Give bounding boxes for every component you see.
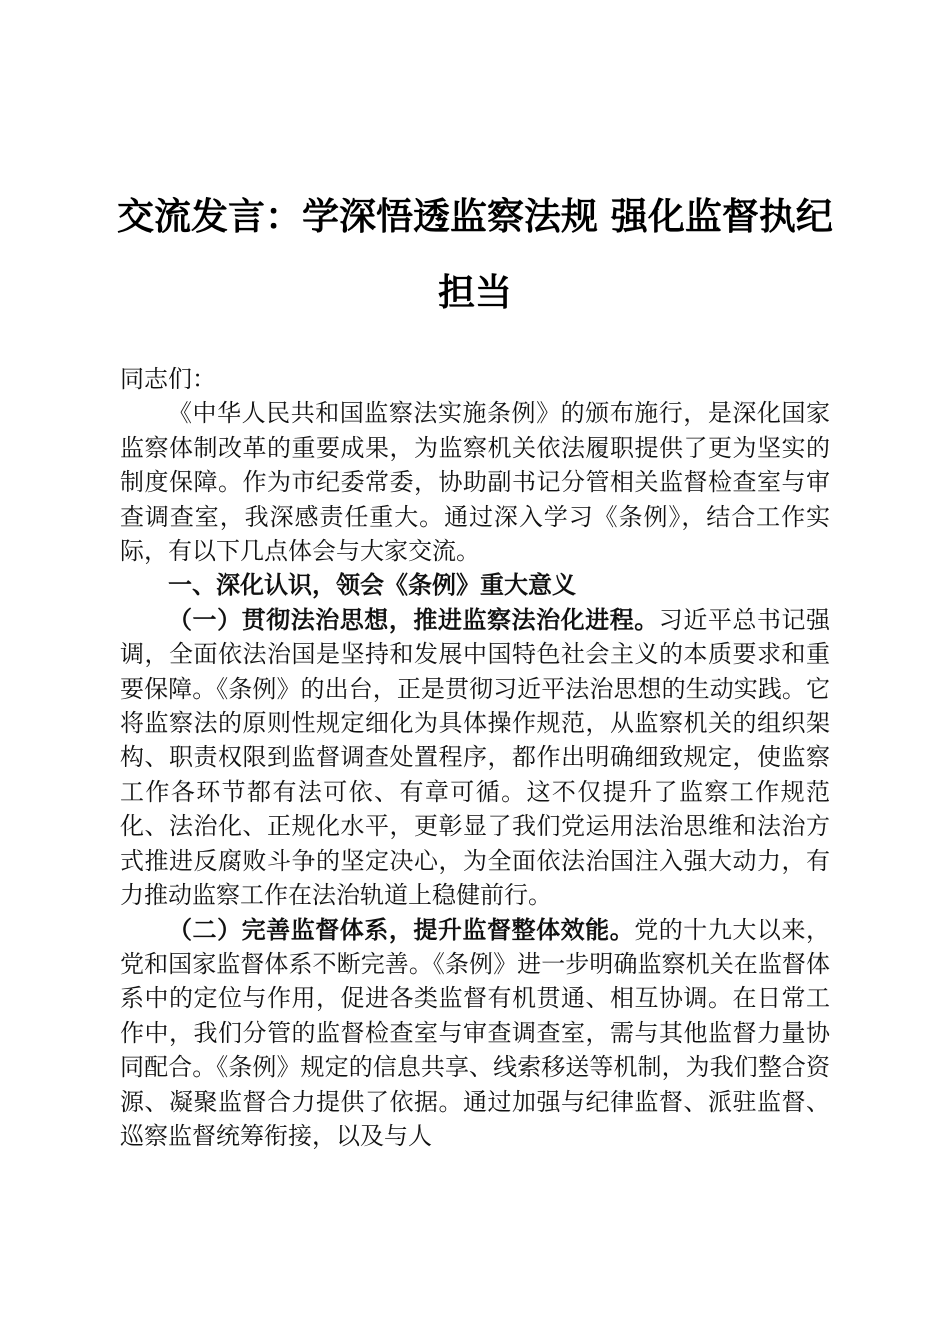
subsection-2-heading: （二）完善监督体系，提升监督整体效能。	[168, 915, 635, 944]
subsection-1-paragraph	[120, 603, 830, 913]
intro-paragraph: 《中华人民共和国监察法实施条例》的颁布施行，是深化国家监察体制改革的重要成果，为监察机关依法履职提供了更为坚实的制度保障。作为市纪委常委，协助副书记分管相关监督检查室与审查调查室，我深感责任重大。通过深入学习《条例》，结合工作实际，有以下几点体会与大家交流。	[120, 399, 830, 566]
subsection-2-body: 党的十九大以来，党和国家监督体系不断完善。《条例》进一步明确监察机关在监督体系中的定位与作用，促进各类监督有机贯通、相互协调。在日常工作中，我们分管的监督检查室与审查调查室，需与其他监督力量协同配合。《条例》规定的信息共享、线索移送等机制，为我们整合资源、凝聚监督合力提供了依据。通过加强与纪律监督、派驻监督、巡察监督统筹衔接，以及与人	[120, 915, 831, 1150]
subsection-1-heading: （一）贯彻法治思想，推进监察法治化进程。	[168, 605, 659, 634]
document-title-line-1: 交流发言：学深悟透监察法规 强化监督执纪	[117, 194, 833, 238]
subsection-1-body: 习近平总书记强调，全面依法治国是坚持和发展中国特色社会主义的本质要求和重要保障。《条例》的出台，正是贯彻习近平法治思想的生动实践。它将监察法的原则性规定细化为具体操作规范，从监察机关的组织架构、职责权限到监督调查处置程序，都作出明确细致规定，使监察工作各环节都有法可依、有章可循。这不仅提升了监察工作规范化、法治化、正规化水平，更彰显了我们党运用法治思维和法治方式推进反腐败斗争的坚定决心，为全面依法治国注入强大动力，有力推动监察工作在法治轨道上稳健前行。	[120, 605, 831, 910]
document-title-line-2: 担当	[438, 270, 512, 314]
salutation: 同志们：	[120, 365, 216, 393]
document-body	[120, 362, 830, 1153]
subsection-2-paragraph	[120, 913, 830, 1154]
section-1-heading: 一、深化认识，领会《条例》重大意义	[168, 571, 576, 600]
